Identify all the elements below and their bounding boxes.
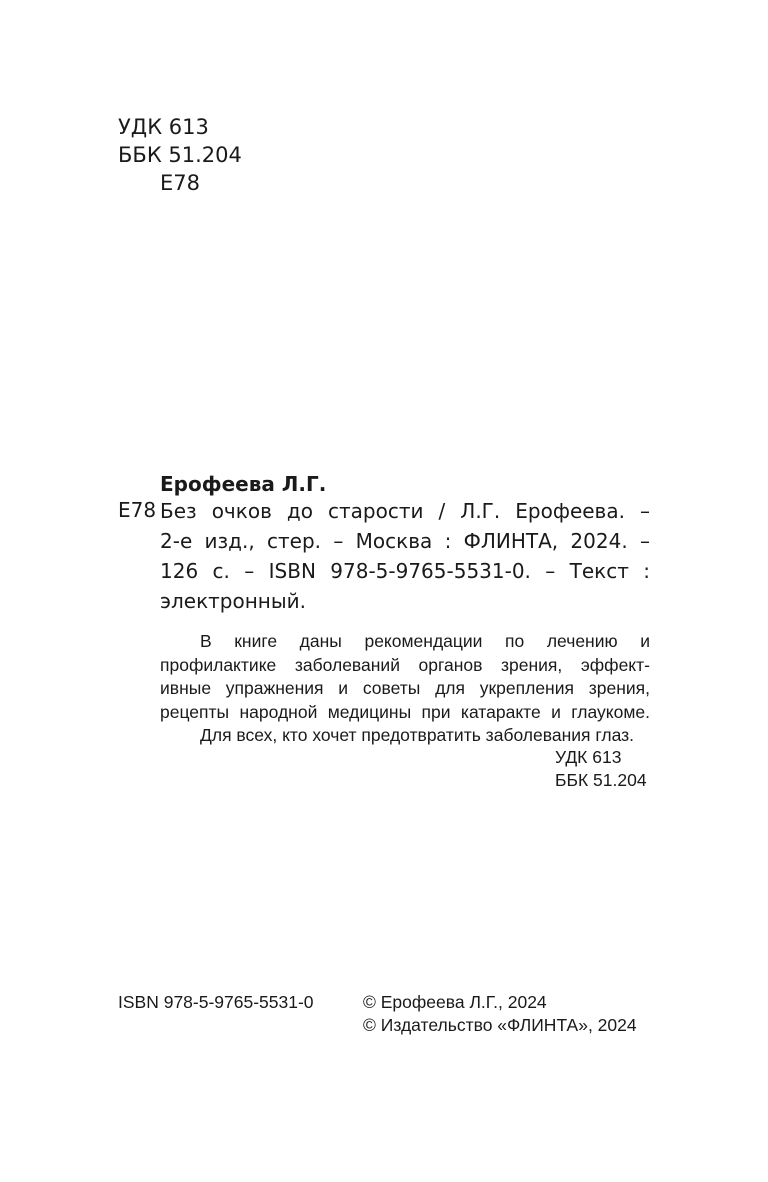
card-author: Ерофеева Л.Г. [160, 472, 327, 496]
copyright-author: © Ерофеева Л.Г., 2024 [363, 992, 547, 1012]
annotation-line: профилактике заболеваний органов зрения, эффект- [160, 654, 650, 675]
copyright-publisher: © Издательство «ФЛИНТА», 2024 [363, 1015, 637, 1035]
card-author-mark: Е78 [118, 498, 157, 522]
biblio-line: Без очков до старости / Л.Г. Ерофеева. – [160, 499, 650, 523]
udk-code: УДК 613 [118, 115, 209, 139]
annotation-line: ивные упражнения и советы для укрепления зрения, [160, 678, 650, 698]
biblio-line: электронный. [160, 589, 307, 613]
biblio-line: 126 с. – ISBN 978-5-9765-5531-0. – Текст : [160, 559, 650, 583]
annotation-line: В книге даны рекомендации по лечению и [200, 631, 650, 651]
annotation-line: рецепты народной медицины при катаракте и глаукоме. [160, 701, 650, 722]
card-bbk-code: ББК 51.204 [555, 770, 647, 790]
annotation-line: Для всех, кто хочет предотвратить заболевания глаз. [200, 725, 634, 745]
biblio-line: 2-е изд., стер. – Москва : ФЛИНТА, 2024. – [160, 529, 650, 553]
card-udk-code: УДК 613 [555, 747, 622, 767]
annotation [160, 630, 650, 748]
author-mark: Е78 [160, 171, 200, 195]
bbk-code: ББК 51.204 [118, 143, 242, 167]
bibliographic-description [160, 496, 650, 616]
isbn: ISBN 978-5-9765-5531-0 [118, 992, 314, 1012]
